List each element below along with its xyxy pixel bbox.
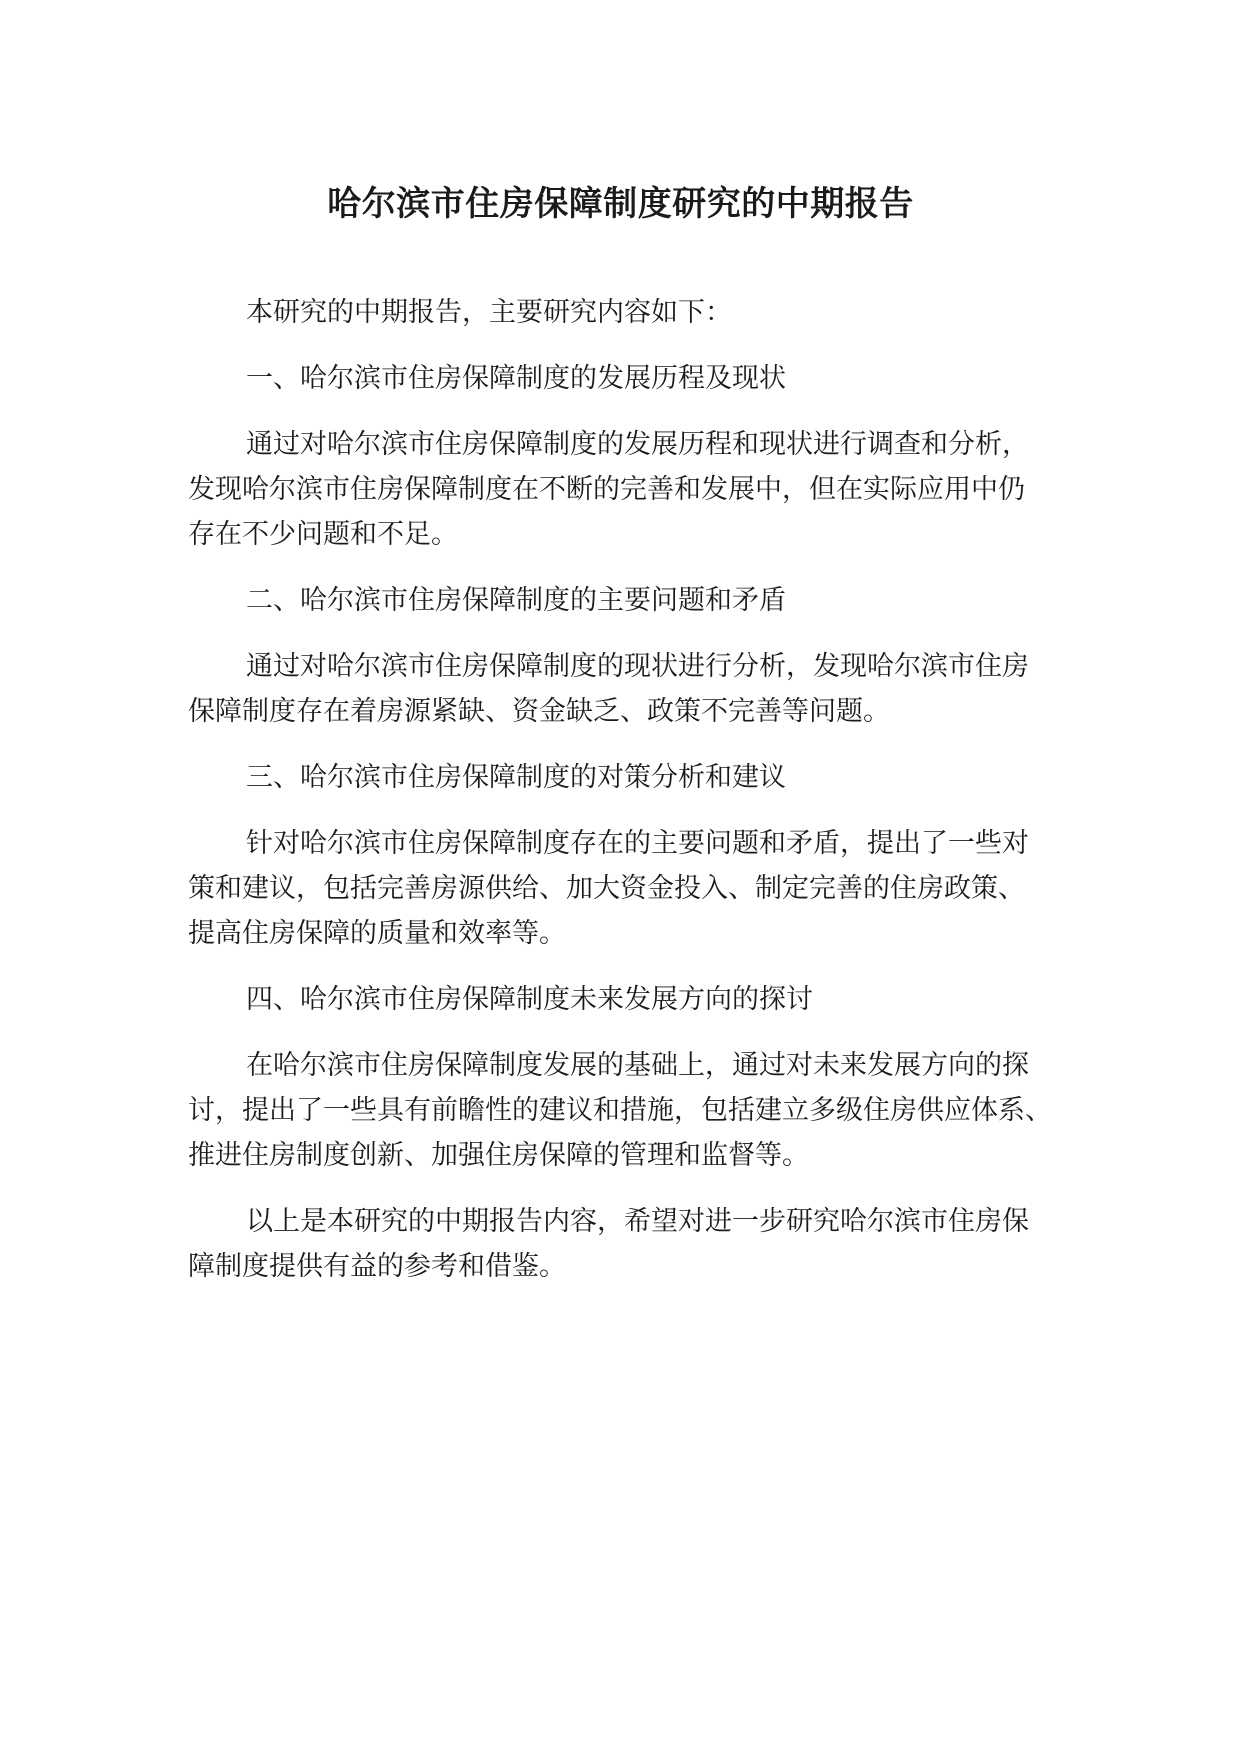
paragraph-line: 本研究的中期报告，主要研究内容如下： <box>246 297 732 328</box>
document-title: 哈尔滨市住房保障制度研究的中期报告 <box>327 184 914 224</box>
paragraph-section-4 <box>188 1043 1068 1178</box>
paragraph-line: 存在不少问题和不足。 <box>188 519 458 550</box>
paragraph-section-2 <box>188 644 1068 734</box>
section-heading-3 <box>188 755 1068 800</box>
paragraph-line: 障制度提供有益的参考和借鉴。 <box>188 1251 566 1282</box>
paragraph-intro <box>188 290 1068 335</box>
section-heading-2 <box>188 578 1068 623</box>
section-heading-4 <box>188 977 1068 1022</box>
paragraph-line: 三、哈尔滨市住房保障制度的对策分析和建议 <box>246 762 786 793</box>
section-heading-1 <box>188 356 1068 401</box>
paragraph-line: 通过对哈尔滨市住房保障制度的发展历程和现状进行调查和分析， <box>246 429 1029 460</box>
paragraph-line: 推进住房制度创新、加强住房保障的管理和监督等。 <box>188 1140 809 1171</box>
paragraph-line: 在哈尔滨市住房保障制度发展的基础上，通过对未来发展方向的探 <box>246 1050 1029 1081</box>
paragraph-line: 四、哈尔滨市住房保障制度未来发展方向的探讨 <box>246 984 813 1015</box>
paragraph-line: 讨，提出了一些具有前瞻性的建议和措施，包括建立多级住房供应体系、 <box>188 1095 1052 1126</box>
paragraph-line: 一、哈尔滨市住房保障制度的发展历程及现状 <box>246 363 786 394</box>
paragraph-section-3 <box>188 821 1068 956</box>
paragraph-line: 通过对哈尔滨市住房保障制度的现状进行分析，发现哈尔滨市住房 <box>246 651 1029 682</box>
paragraph-line: 二、哈尔滨市住房保障制度的主要问题和矛盾 <box>246 585 786 616</box>
paragraph-line: 策和建议，包括完善房源供给、加大资金投入、制定完善的住房政策、 <box>188 873 1025 904</box>
paragraph-line: 以上是本研究的中期报告内容，希望对进一步研究哈尔滨市住房保 <box>246 1206 1029 1237</box>
document-body <box>188 290 1068 1310</box>
paragraph-section-1 <box>188 422 1068 557</box>
paragraph-line: 保障制度存在着房源紧缺、资金缺乏、政策不完善等问题。 <box>188 696 890 727</box>
paragraph-line: 发现哈尔滨市住房保障制度在不断的完善和发展中，但在实际应用中仍 <box>188 474 1025 505</box>
paragraph-line: 提高住房保障的质量和效率等。 <box>188 918 566 949</box>
paragraph-conclusion <box>188 1199 1068 1289</box>
paragraph-line: 针对哈尔滨市住房保障制度存在的主要问题和矛盾，提出了一些对 <box>246 828 1029 859</box>
